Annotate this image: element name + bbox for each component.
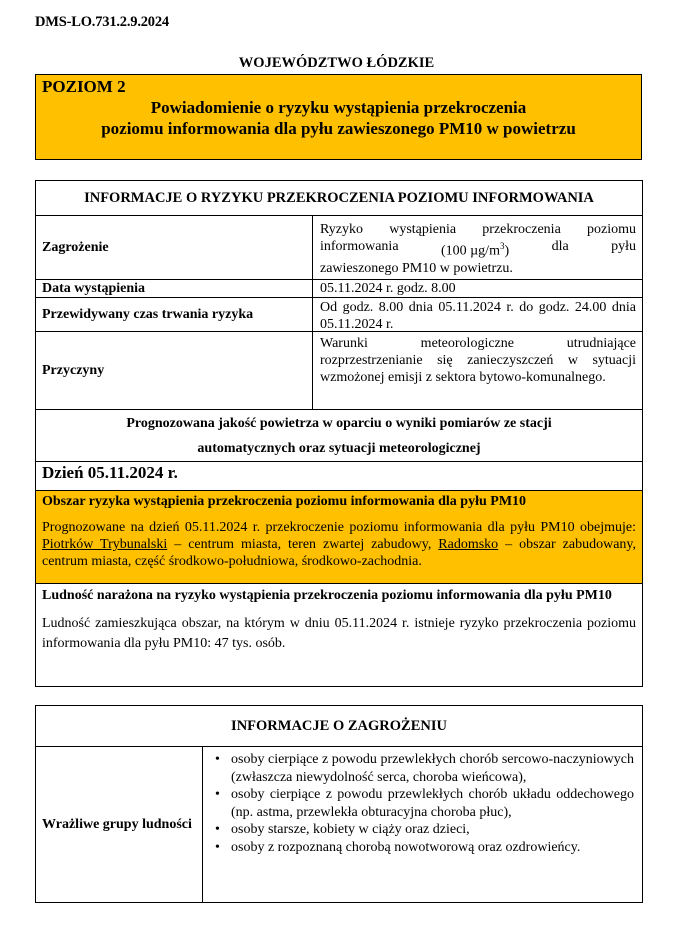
vulnerable-groups-label: Wrażliwe grupy ludności [36,747,203,902]
risk-table-header-text: INFORMACJE O RYZYKU PRZEKROCZENIA POZIOMU INFORMOWANIA [84,189,594,206]
alert-title [36,97,641,139]
population-heading: Ludność narażona na ryzyko wystąpienia przekroczenia poziomu informowania dla pyłu PM10 [42,588,612,603]
table-row-causes [36,332,642,410]
threat-table-header [36,706,642,747]
risk-area-text [42,519,636,570]
list-item-text: osoby cierpiące z powodu przewlekłych chorób sercowo-naczyniowych (zwłaszcza niewydolność serca, choroba wieńcowa), [231,752,634,785]
threat-info-table [35,705,643,903]
forecast-day-label: Dzień 05.11.2024 r. [42,463,178,482]
list-item [215,821,634,839]
list-item [215,839,634,857]
bullet-icon: • [215,752,220,767]
population-text: Ludność zamieszkująca obszar, na którym w dniu 05.11.2024 r. istnieje ryzyko przekroczenia poziomu informowania dla pyłu PM10: 47 tys. osób. [42,616,636,651]
row-value: Od godz. 8.00 dnia 05.11.2024 r. do godz. 24.00 dnia 05.11.2024 r. [320,300,636,332]
row-label: Przyczyny [36,332,313,409]
risk-info-table [35,180,643,687]
threat-concentration [441,238,509,260]
list-item-text: osoby cierpiące z powodu przewlekłych chorób układu oddechowego (np. astma, przewlekła obturacyjna choroba płuc), [231,787,634,820]
alert-level-box [35,74,642,160]
concentration-value: (100 µg/m [440,243,500,259]
place-radomsko-desc: – obszar zabudowany, centrum miasta, część środkowo-południowa, środkowo-zachodnia. [42,537,637,569]
table-row-vulnerable-groups [36,747,642,902]
bullet-icon: • [215,839,220,855]
forecast-day [36,462,642,491]
table-row-date [36,280,642,298]
bullet-list [215,751,634,856]
vulnerable-groups-list [203,747,642,902]
threat-line-3: zawieszonego PM10 w powietrzu. [320,260,513,276]
alert-title-line-1: Powiadomienie o ryzyku wystąpienia przekroczenia [150,98,527,117]
threat-line-2 [320,238,636,260]
forecast-heading-line-1: Prognozowana jakość powietrza w oparciu o wyniki pomiarów ze stacji [126,416,552,431]
forecast-heading-text [36,410,642,461]
risk-area-heading: Obszar ryzyka wystąpienia przekroczenia poziomu informowania dla pyłu PM10 [42,494,527,509]
threat-table-header-text: INFORMACJE O ZAGROŻENIU [231,717,447,734]
list-item-text: osoby starsze, kobiety w ciąży oraz dzieci, [231,822,470,837]
region-title: WOJEWÓDZTWO ŁÓDZKIE [238,55,435,71]
list-item [215,751,634,786]
row-value: Warunki meteorologiczne utrudniające rozprzestrzenianie się zanieczyszczeń w sytuacji wzmożonej emisji z sektora bytowo-komunalnego. [320,336,636,385]
bullet-icon: • [215,787,220,802]
alert-level-label: POZIOM 2 [42,77,126,96]
row-label: Przewidywany czas trwania ryzyka [36,298,313,331]
row-label: Zagrożenie [36,216,313,279]
row-label: Data wystąpienia [36,280,313,297]
list-item [215,786,634,821]
concentration-close: ) [504,243,510,259]
risk-table-header [36,181,642,216]
place-piotrkow-desc: – centrum miasta, teren zwartej zabudowy, [167,537,439,552]
threat-word: dla [551,239,569,254]
population-section [36,584,642,654]
row-value [313,216,642,279]
table-row-threat [36,216,642,280]
alert-title-line-2: poziomu informowania dla pyłu zawieszonego PM10 w powietrzu [101,119,576,138]
forecast-heading-line-2: automatycznych oraz sytuacji meteorologicznej [197,441,481,456]
unit-superscript: 3 [499,241,505,251]
risk-area-intro: Prognozowane na dzień 05.11.2024 r. przekroczenie poziomu informowania dla pyłu PM10 obejmuje: [42,520,636,535]
row-value: 05.11.2024 r. godz. 8.00 [320,281,456,296]
table-row-duration [36,298,642,332]
place-piotrkow: Piotrków Trybunalski [42,537,168,552]
threat-line-1: Ryzyko wystąpienia przekroczenia poziomu [320,222,636,237]
threat-word: informowania [320,239,399,254]
bullet-icon: • [215,822,220,837]
place-radomsko: Radomsko [438,537,499,552]
threat-word: pyłu [611,239,636,254]
forecast-heading [36,410,642,462]
risk-area-section [36,491,642,584]
list-item-text: osoby z rozpoznaną chorobą nowotworową oraz ozdrowieńcy. [231,839,581,855]
document-id: DMS-LO.731.2.9.2024 [35,14,169,30]
